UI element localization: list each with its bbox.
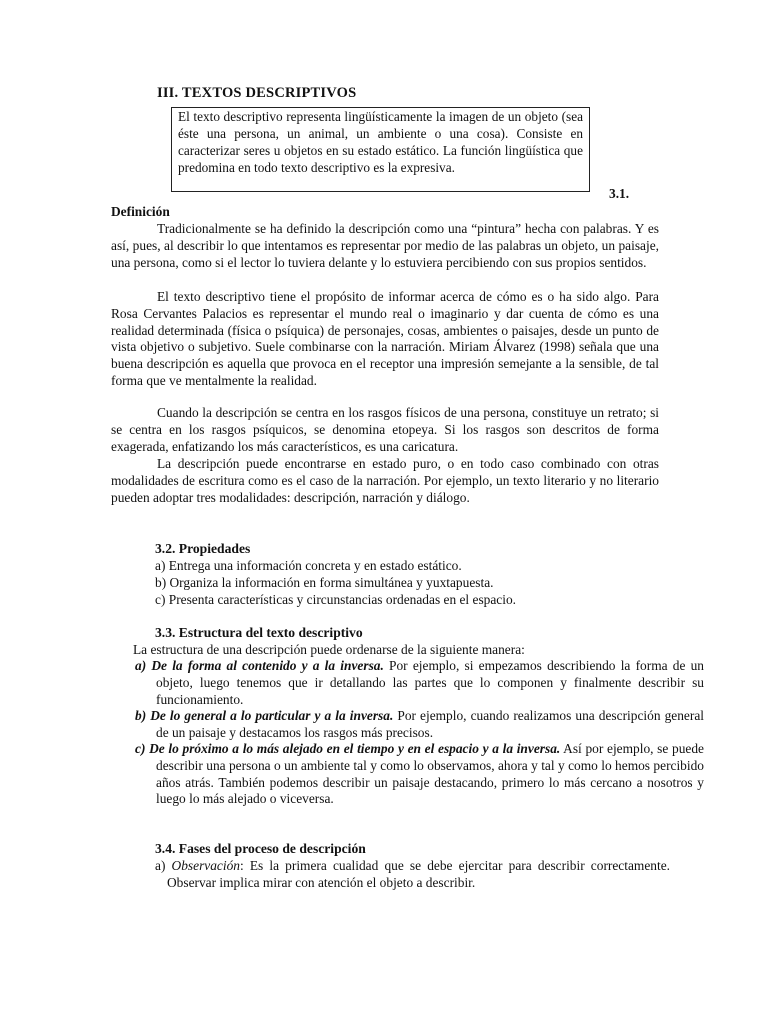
phase-item-a-emphasis: Observación [171,858,240,873]
definition-paragraph-2: El texto descriptivo tiene el propósito de informar acerca de cómo es o ha sido algo. Para Rosa Cervantes Palacios es representar el mundo real o imaginario y dar cuenta de cómo es una realidad determinada (física o psíquica) de personajes, cosas, ambientes o paisajes, desde un punto de vista objetivo o subjetivo. Suele combinarse con la narración. Miriam Álvarez (1998) señala que una buena descripción es aquella que provoca en el receptor una impresión semejante a la sensible, de tal forma que ve mentalmente la realidad. [111,289,659,388]
phase-item-a-text: : Es la primera cualidad que se debe ejercitar para describir correctamente. Observar implica mirar con atención el objeto a describir. [167,858,670,890]
intro-definition-box: El texto descriptivo representa lingüísticamente la imagen de un objeto (sea éste una persona, un animal, un ambiente o una cosa). Consiste en caracterizar seres u objetos en su estado estático. La función lingüística que predomina en todo texto descriptivo es la expresiva. [171,107,590,192]
structure-lead: La estructura de una descripción puede ordenarse de la siguiente manera: [133,642,525,657]
structure-item-a-emphasis: De la forma al contenido y a la inversa. [151,658,384,673]
structure-item-b-marker: b) [135,708,147,723]
structure-item-a-text: Por ejemplo, si empezamos describiendo la forma de un objeto, luego tenemos que ir detallando las partes que lo componen y finalmente describir su funcionamiento. [156,658,704,707]
structure-item-a-marker: a) [135,658,147,673]
definition-paragraph-1: Tradicionalmente se ha definido la descripción como una “pintura” hecha con palabras. Y es así, pues, al describir lo que intentamos es representar por medio de las palabras un objeto, un paisaje, una persona, como si el lector lo tuviera delante y lo estuviera percibiendo con sus propios sentidos. [111,221,659,270]
structure-item-c-marker: c) [135,741,146,756]
structure-item-c-emphasis: De lo próximo a lo más alejado en el tiempo y en el espacio y a la inversa. [149,741,561,756]
structure-item-a [111,658,704,708]
section-3-1-title: Definición [111,204,170,219]
section-3-2-title: 3.2. Propiedades [155,541,251,556]
property-item-c: c) Presenta características y circunstancias ordenadas en el espacio. [155,592,516,607]
structure-item-c-text: Así por ejemplo, se puede describir una persona o un ambiente tal y como lo observamos, ahora y tal y como lo hemos percibido años atrás. También podemos describir un paisaje destacando, primero lo más cercano a nosotros y luego lo más alejado o viceversa. [156,741,704,807]
structure-item-b-emphasis: De lo general a lo particular y a la inversa. [150,708,394,723]
section-3-4-title: 3.4. Fases del proceso de descripción [155,841,366,856]
structure-item-c [111,741,704,808]
definition-paragraph-4: La descripción puede encontrarse en estado puro, o en todo caso combinado con otras modalidades de escritura como es el caso de la narración. Por ejemplo, un texto literario y no literario pueden adoptar tres modalidades: descripción, narración y diálogo. [111,456,659,505]
page-title: III. TEXTOS DESCRIPTIVOS [157,85,357,101]
section-3-1-number: 3.1. [609,186,630,201]
structure-item-b-text: Por ejemplo, cuando realizamos una descripción general de un paisaje y destacamos los rasgos más precisos. [156,708,704,740]
definition-paragraph-3: Cuando la descripción se centra en los rasgos físicos de una persona, constituye un retrato; si se centra en los rasgos psíquicos, se denomina etopeya. Si los rasgos son descritos de forma exagerada, enfatizando los más característicos, es una caricatura. [111,405,659,454]
property-item-a: a) Entrega una información concreta y en estado estático. [155,558,462,573]
structure-item-b [111,708,704,742]
section-3-3-title: 3.3. Estructura del texto descriptivo [155,625,363,640]
property-item-b: b) Organiza la información en forma simultánea y yuxtapuesta. [155,575,494,590]
phase-item-a [155,858,670,892]
phase-item-a-marker: a) [155,858,166,873]
